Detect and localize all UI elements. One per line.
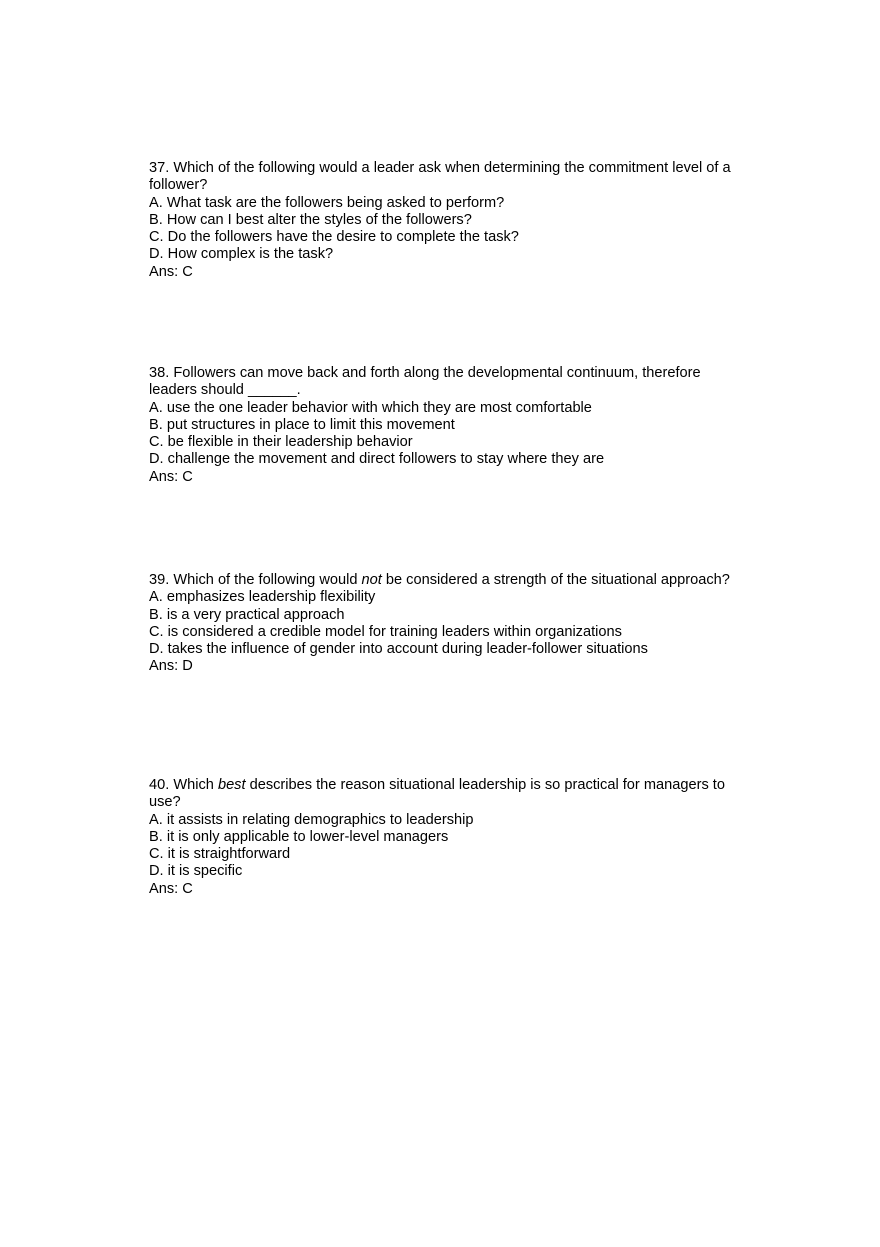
option-b: B. How can I best alter the styles of the followers? [149,211,472,228]
option-a: A. emphasizes leadership flexibility [149,589,376,606]
option-a: A. it assists in relating demographics to leadership [149,811,474,828]
stem-text-after: be considered a strength of the situational approach? [381,572,730,588]
stem-text-before: 39. Which of the following would [149,572,362,588]
question-37 [149,160,739,281]
question-stem: 37. Which of the following would a leader ask when determining the commitment level of a follower? [149,160,731,194]
question-39 [149,572,739,676]
stem-text-after: describes the reason situational leadership is so practical for managers to use? [149,777,725,811]
question-38 [149,365,739,486]
question-stem [149,572,739,589]
answer-key: Ans: C [149,880,193,897]
stem-emphasis: best [217,777,246,793]
option-a: A. What task are the followers being asked to perform? [149,194,505,211]
answer-key: Ans: C [149,263,193,280]
question-40 [149,777,739,898]
question-stem [149,777,739,812]
option-b: B. put structures in place to limit this movement [149,416,455,433]
stem-text-before: 40. Which [149,777,218,793]
option-d: D. it is specific [149,863,243,880]
question-stem: 38. Followers can move back and forth along the developmental continuum, therefore leaders should ______. [149,365,701,399]
option-c: C. be flexible in their leadership behavior [149,434,413,451]
option-d: D. How complex is the task? [149,246,334,263]
option-a: A. use the one leader behavior with which they are most comfortable [149,399,592,416]
option-d: D. challenge the movement and direct followers to stay where they are [149,451,605,468]
option-c: C. it is straightforward [149,846,291,863]
option-b: B. it is only applicable to lower-level managers [149,828,449,845]
option-d: D. takes the influence of gender into account during leader-follower situations [149,641,648,658]
answer-key: Ans: D [149,658,193,675]
stem-emphasis: not [361,572,382,588]
option-b: B. is a very practical approach [149,606,345,623]
option-c: C. is considered a credible model for training leaders within organizations [149,623,622,640]
option-c: C. Do the followers have the desire to complete the task? [149,229,519,246]
answer-key: Ans: C [149,468,193,485]
